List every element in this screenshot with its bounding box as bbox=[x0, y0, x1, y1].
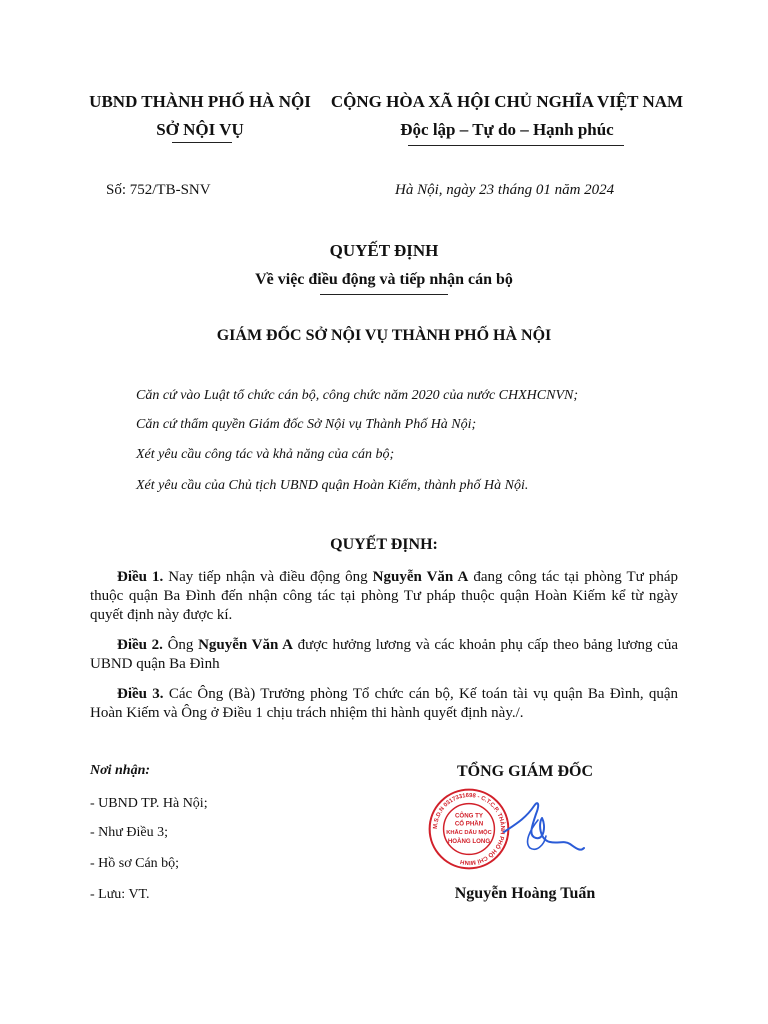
svg-text:CỔ PHẦN: CỔ PHẦN bbox=[454, 820, 484, 828]
recipient-item: - Hồ sơ Cán bộ; bbox=[90, 856, 180, 871]
svg-text:M.S.D.N 0317331698 - C.T.C.P.: M.S.D.N 0317331698 - C.T.C.P. THÀNH PHỐ HỒ CHÍ MINH bbox=[432, 792, 506, 866]
document-title: QUYẾT ĐỊNH bbox=[329, 241, 439, 260]
document-number: Số: 752/TB-SNV bbox=[106, 182, 211, 198]
signer-name: Nguyễn Hoàng Tuấn bbox=[454, 885, 596, 902]
header-left-underline bbox=[172, 142, 232, 143]
recipient-item: - UBND TP. Hà Nội; bbox=[90, 796, 208, 811]
svg-text:CÔNG TY: CÔNG TY bbox=[455, 812, 483, 820]
article-2: Điều 2. Ông Nguyễn Văn A được hưởng lương và các khoản phụ cấp theo bảng lương của UBND quận Ba Đình bbox=[90, 637, 678, 672]
legal-basis-item: Xét yêu cầu công tác và khả năng của cán bộ; bbox=[136, 447, 395, 462]
recipient-item: - Như Điều 3; bbox=[90, 825, 168, 840]
document-subtitle: Về việc điều động và tiếp nhận cán bộ bbox=[255, 271, 513, 288]
decision-heading: QUYẾT ĐỊNH: bbox=[330, 536, 438, 553]
recipients-heading: Nơi nhận: bbox=[90, 763, 151, 778]
svg-text:KHẮC DẤU MỘC: KHẮC DẤU MỘC bbox=[446, 829, 492, 836]
issuing-authority: UBND THÀNH PHỐ HÀ NỘI bbox=[89, 92, 311, 111]
issuing-department: SỞ NỘI VỤ bbox=[156, 120, 244, 139]
article-3: Điều 3. Các Ông (Bà) Trưởng phòng Tổ chức cán bộ, Kế toán tài vụ quận Ba Đình, quận Hoàn Kiếm và Ông ở Điều 1 chịu trách nhiệm thi hành quyết định này./. bbox=[90, 686, 679, 721]
national-motto: Độc lập – Tự do – Hạnh phúc bbox=[400, 120, 614, 139]
handwritten-signature bbox=[500, 796, 586, 860]
article-label: Điều 2. bbox=[117, 637, 163, 653]
article-label: Điều 3. bbox=[117, 686, 164, 702]
employee-name: Nguyễn Văn A bbox=[198, 637, 293, 653]
svg-text:HOÀNG LONG: HOÀNG LONG bbox=[447, 837, 491, 845]
recipient-item: - Lưu: VT. bbox=[90, 887, 150, 902]
authority-heading: GIÁM ĐỐC SỞ NỘI VỤ THÀNH PHỐ HÀ NỘI bbox=[216, 327, 552, 344]
place-date: Hà Nội, ngày 23 tháng 01 năm 2024 bbox=[395, 182, 615, 198]
signer-title: TỔNG GIÁM ĐỐC bbox=[457, 763, 593, 780]
article-1: Điều 1. Nay tiếp nhận và điều động ông Nguyễn Văn A đang công tác tại phòng Tư pháp thuộc quận Ba Đình đến nhận công tác tại phòng Tư pháp thuộc quận Hoàn Kiếm kể từ ngày quyết định này được kí. bbox=[90, 569, 678, 623]
legal-basis-item: Căn cứ thẩm quyền Giám đốc Sở Nội vụ Thành Phố Hà Nội; bbox=[136, 417, 477, 432]
company-seal bbox=[428, 788, 510, 870]
legal-basis-item: Xét yêu cầu của Chủ tịch UBND quận Hoàn Kiếm, thành phố Hà Nội. bbox=[136, 478, 529, 493]
legal-basis-item: Căn cứ vào Luật tổ chức cán bộ, công chức năm 2020 của nước CHXHCNVN; bbox=[136, 388, 579, 403]
national-title: CỘNG HÒA XÃ HỘI CHỦ NGHĨA VIỆT NAM bbox=[330, 92, 684, 111]
employee-name: Nguyễn Văn A bbox=[372, 569, 469, 585]
subtitle-underline bbox=[320, 294, 448, 295]
article-label: Điều 1. bbox=[117, 569, 164, 585]
header-right-underline bbox=[408, 145, 624, 146]
